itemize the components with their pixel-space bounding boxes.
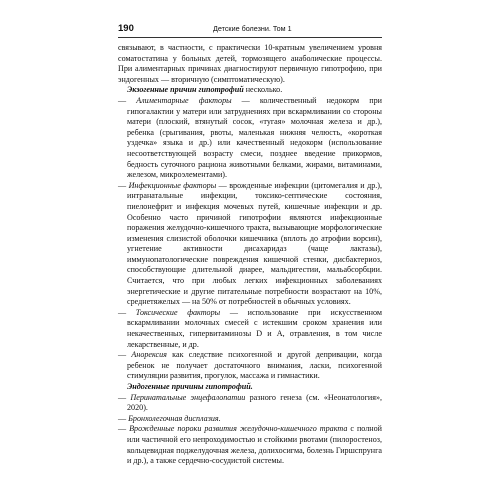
page-body (118, 43, 382, 467)
endogenous-heading: Эндогенные причины гипотрофий. (127, 382, 253, 391)
list-dash: — (118, 413, 129, 423)
exogenous-heading-rest: несколько. (243, 85, 283, 95)
list-item-anorexia (118, 350, 382, 382)
page-number: 190 (118, 23, 134, 34)
list-dash: — (118, 392, 131, 402)
endogenous-heading-line (118, 382, 382, 393)
list-dash: — (118, 95, 137, 105)
list-dash: — (118, 307, 136, 317)
term-infectious: Инфекционные факторы (128, 180, 217, 190)
term-toxic: Токсические факторы (135, 307, 221, 317)
list-dash: — (118, 424, 130, 434)
text-toxic: — использование при искусственном вскармливании молочных смесей с истекшим сроком хранения или некачественных, гипервитаминозы D и A, отравления, в том числе лекарственные, и др. (127, 307, 382, 349)
header-rule (118, 37, 382, 38)
list-item-encephalopathy (118, 393, 382, 414)
list-item-malformations (118, 424, 382, 466)
list-dash: — (118, 180, 129, 190)
exogenous-heading-line (118, 85, 382, 96)
term-alimentary: Алиментарные факторы (136, 95, 232, 105)
term-malformations: Врожденные пороки развития желудочно-кишечного тракта (129, 424, 348, 434)
list-item-infectious (118, 181, 382, 308)
list-dash: — (118, 350, 132, 360)
list-item-alimentary (118, 96, 382, 181)
list-item-toxic (118, 308, 382, 350)
term-bpd: Бронхолегочная дисплазия. (128, 413, 221, 423)
text-alimentary: — количественный недокорм при гипогалактии у матери или затруднениях при вскармливании со стороны матери (плоский, втянутый сосок, «тугая» молочная железа и др.), ребенка (срыгивания, рвоты, маленькая нижняя челюсть, «короткая уздечка» языка и др.) или качественный недокорм (использование несоответствующей возрасту смеси, позднее введение прикормов, бедность суточного рациона животными белками, жирами, витаминами, железом, микроэлементами). (127, 95, 382, 180)
text-infectious: — врожденные инфекции (цитомегалия и др.), интранатальные инфекции, токсико-септические состояния, пиелонефрит и инфекция мочевых путей, кишечные инфекции и др. Особенно часто причиной гипотрофии являются инфекционные поражения желудочно-кишечного тракта, вызывающие морфологические изменения слизистой оболочки кишечника (вплоть до атрофии ворсин), угнетение активности дисахаридаз (чаще лактазы), иммунопатологические повреждения кишечной стенки, дисбактериоз, способствующие длительной диарее, мальдигестии, мальабсорбции. Считается, что при любых легких инфекционных заболеваниях энергетические и другие питательные потребности возрастают на 10%, среднетяжелых — на 50% от потребностей в обычных условиях. (127, 180, 382, 307)
term-encephalopathy: Перинатальные энцефалопатии (130, 392, 246, 402)
text-anorexia: как следствие психогенной и другой депривации, когда ребенок не получает достаточного внимания, ласки, психогенной стимуляции развития, прогулок, массажа и гимнастики. (127, 350, 382, 381)
exogenous-heading: Экзогенные причин гипотрофий (127, 85, 244, 95)
intro-paragraph: связывают, в частности, с практически 10-кратным увеличением уровня соматостатина у больных детей, тормозящего анаболические процессы. При алиментарных причинах диагностируют первичную гипотрофию, при эндогенных — вторичную (симптоматическую). (118, 43, 382, 84)
running-title: Детские болезни. Том 1 (213, 24, 292, 33)
text-malformations: с полной или частичной его непроходимостью и стойкими рвотами (пилоростеноз, кольцевидная поджелудочная железа, долихосигма, болезнь Гиршспрунга и др.), а также сердечно-сосудистой системы. (127, 424, 382, 466)
text-encephalopathy: разного генеза (см. «Неонатология», 2020). (127, 392, 383, 413)
term-anorexia: Анорексия (131, 350, 167, 360)
list-item-bpd (118, 414, 382, 425)
page-header (118, 23, 382, 37)
